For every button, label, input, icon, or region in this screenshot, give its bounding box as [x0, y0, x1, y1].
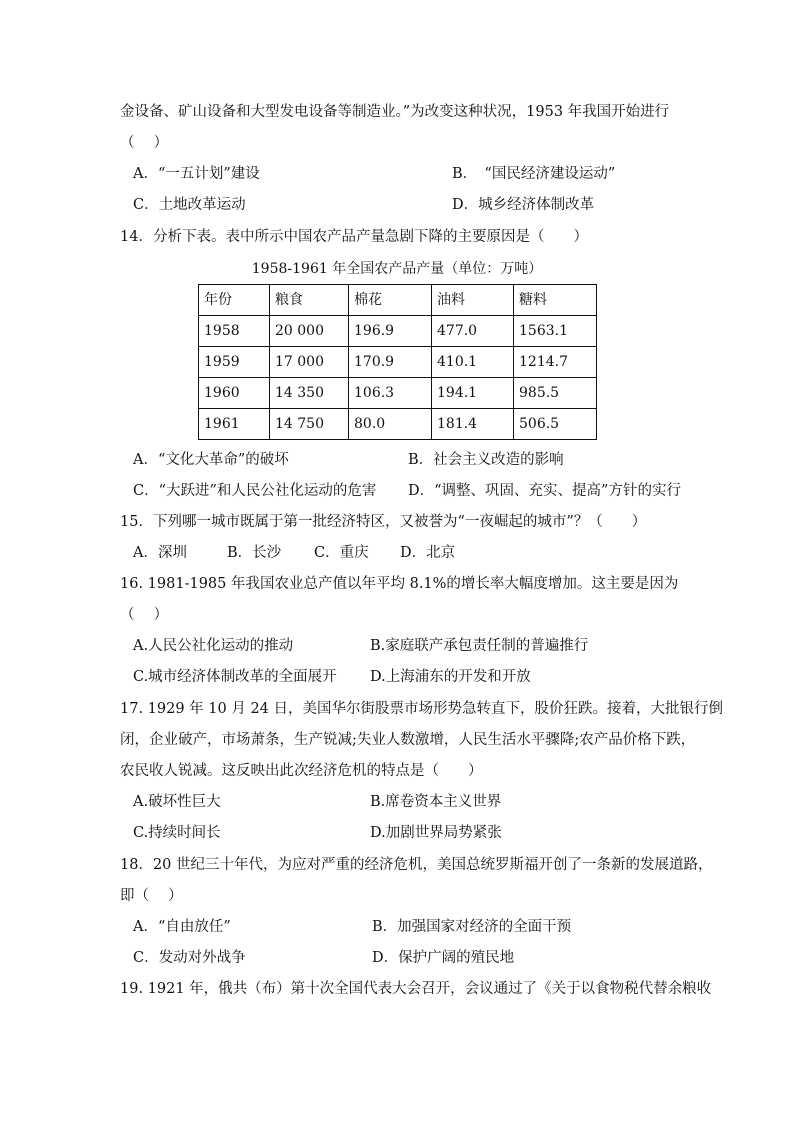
table-cell: 985.5	[514, 378, 597, 409]
q16-option-c: C.城市经济体制改革的全面展开	[133, 669, 337, 685]
q18-option-c: C．发动对外战争	[133, 950, 246, 966]
q16-option-a: A.人民公社化运动的推动	[133, 638, 294, 654]
intro-line: 金设备、矿山设备和大型发电设备等制造业。”为改变这种状况，1953 年我国开始进行	[120, 104, 670, 120]
table-row	[199, 409, 597, 440]
table-cell: 14 750	[270, 409, 349, 440]
table-cell: 106.3	[349, 378, 432, 409]
header-sugar: 糖料	[514, 285, 597, 316]
q16-stem: 16. 1981-1985 年我国农业总产值以年平均 8.1%的增长率大幅度增加。这主要是因为	[120, 576, 679, 592]
table-cell: 80.0	[349, 409, 432, 440]
q17-option-a: A.破坏性巨大	[133, 794, 221, 810]
q18-stem-line2: 即（ ）	[120, 888, 183, 904]
q13-option-a: A．“一五计划”建设	[133, 166, 260, 182]
q14-option-b: B．社会主义改造的影响	[408, 452, 564, 468]
table-row	[199, 316, 597, 347]
table-cell: 506.5	[514, 409, 597, 440]
q18-option-d: D．保护广阔的殖民地	[372, 950, 515, 966]
q14-option-a: A．“文化大革命”的破坏	[133, 452, 289, 468]
q17-stem-line1: 17. 1929 年 10 月 24 日，美国华尔街股票市场形势急转直下，股价狂跌。接着，大批银行倒	[120, 701, 724, 717]
table-cell: 20 000	[270, 316, 349, 347]
q13-option-c: C．土地改革运动	[133, 197, 246, 213]
q15-option-b: B．长沙	[227, 545, 282, 561]
q17-stem-line2: 闭，企业破产，市场萧条，生产锐减;失业人数激增，人民生活水平骤降;农产品价格下跌，	[120, 732, 696, 748]
q16-answer-paren: （ ）	[120, 607, 169, 623]
table-cell: 1214.7	[514, 347, 597, 378]
table-cell: 196.9	[349, 316, 432, 347]
q18-option-a: A．“自由放任”	[133, 919, 231, 935]
q15-stem: 15．下列哪一城市既属于第一批经济特区，又被誉为“一夜崛起的城市”？（ ）	[120, 514, 647, 530]
q16-option-b: B.家庭联产承包责任制的普遍推行	[370, 638, 589, 654]
table-cell: 1958	[199, 316, 270, 347]
q18-stem-line1: 18．20 世纪三十年代，为应对严重的经济危机，美国总统罗斯福开创了一条新的发展道路，	[120, 857, 713, 873]
q17-option-d: D.加剧世界局势紧张	[370, 825, 502, 841]
header-cotton: 棉花	[349, 285, 432, 316]
q14-option-d: D．“调整、巩固、充实、提高”方针的实行	[408, 483, 681, 499]
table-row	[199, 347, 597, 378]
q16-option-d: D.上海浦东的开发和开放	[370, 669, 531, 685]
table-cell: 17 000	[270, 347, 349, 378]
table-cell: 477.0	[432, 316, 514, 347]
table-cell: 194.1	[432, 378, 514, 409]
q17-option-c: C.持续时间长	[133, 825, 221, 841]
header-oil: 油料	[432, 285, 514, 316]
q19-stem-line1: 19. 1921 年，俄共（布）第十次全国代表大会召开，会议通过了《关于以食物税代替余粮收	[120, 981, 712, 997]
q14-stem: 14．分析下表。表中所示中国农产品产量急剧下降的主要原因是（ ）	[120, 229, 588, 245]
q15-option-a: A．深圳	[133, 545, 187, 561]
table-cell: 1961	[199, 409, 270, 440]
table-cell: 1960	[199, 378, 270, 409]
q18-option-b: B．加强国家对经济的全面干预	[372, 919, 572, 935]
table-cell: 170.9	[349, 347, 432, 378]
table-cell: 181.4	[432, 409, 514, 440]
q13-answer-paren: （ ）	[120, 135, 169, 151]
q17-stem-line3: 农民收人锐减。这反映出此次经济危机的特点是（ ）	[120, 763, 483, 779]
q14-data-table	[198, 284, 597, 440]
q14-option-c: C．“大跃进”和人民公社化运动的危害	[133, 483, 377, 499]
table-cell: 1563.1	[514, 316, 597, 347]
q17-option-b: B.席卷资本主义世界	[370, 794, 502, 810]
q15-option-c: C．重庆	[314, 545, 369, 561]
q15-option-d: D．北京	[400, 545, 456, 561]
table-header-row	[199, 285, 597, 316]
table-cell: 1959	[199, 347, 270, 378]
header-year: 年份	[199, 285, 270, 316]
q14-table-caption: 1958-1961 年全国农产品产量（单位：万吨）	[251, 261, 543, 277]
q13-option-b: B． “国民经济建设运动”	[452, 166, 616, 182]
q13-option-d: D．城乡经济体制改革	[452, 197, 595, 213]
table-cell: 410.1	[432, 347, 514, 378]
header-grain: 粮食	[270, 285, 349, 316]
table-cell: 14 350	[270, 378, 349, 409]
table-row	[199, 378, 597, 409]
